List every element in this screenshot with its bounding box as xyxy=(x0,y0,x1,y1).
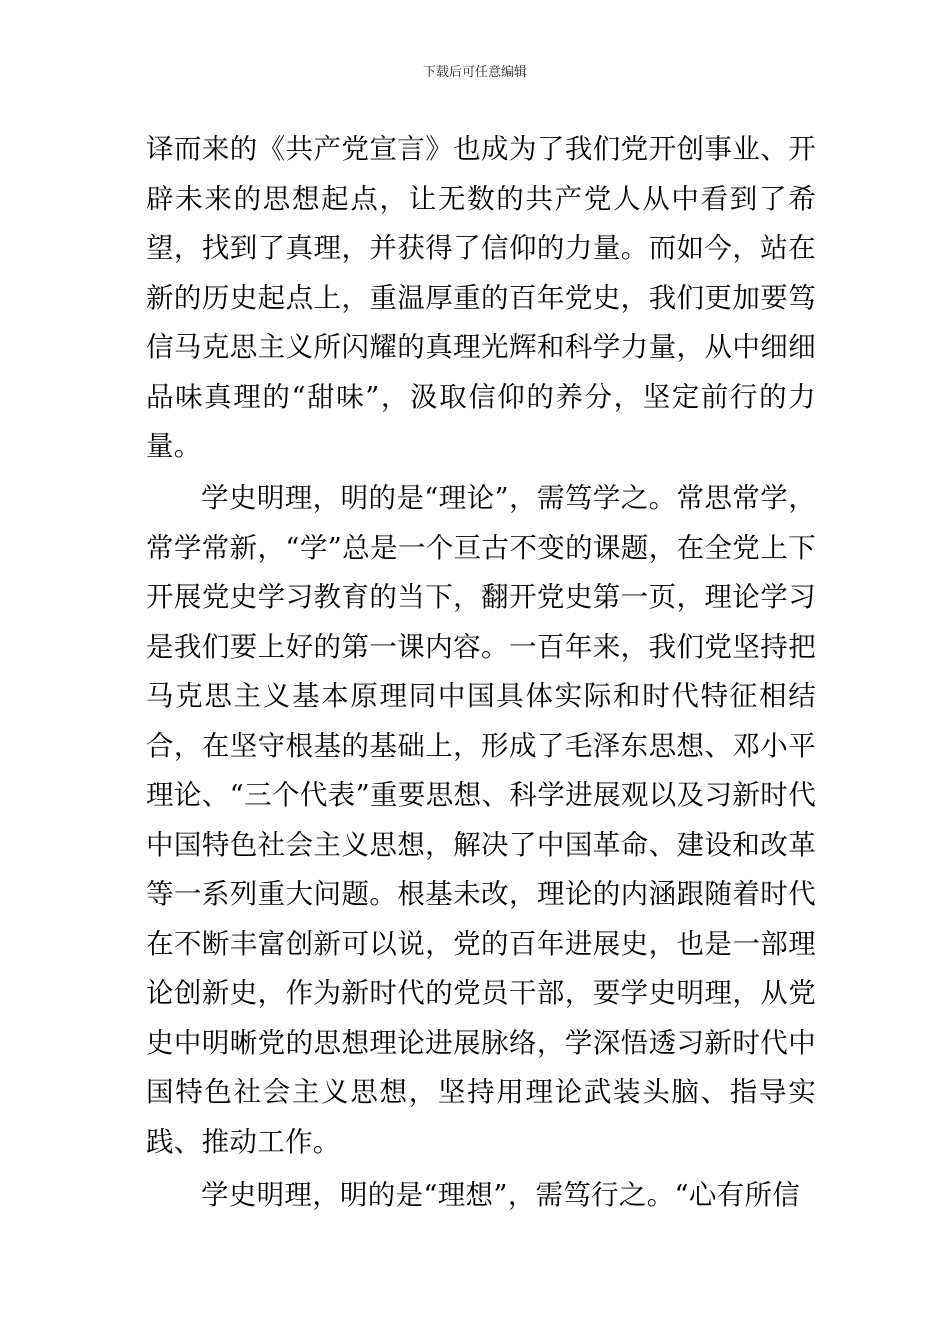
body-paragraph-1: 译而来的《共产党宣言》也成为了我们党开创事业、开辟未来的思想起点，让无数的共产党人从中看到了希望，找到了真理，并获得了信仰的力量。而如今，站在新的历史起点上，重温厚重的百年党史，我们更加要笃信马克思主义所闪耀的真理光辉和科学力量，从中细细品味真理的“甜味”，汲取信仰的养分，坚定前行的力量。 xyxy=(146,133,816,462)
page-header-note: 下载后可任意编辑 xyxy=(422,65,527,80)
body-paragraph-3: 学史明理，明的是“理想”，需笃行之。“心有所信 xyxy=(201,1179,801,1211)
body-paragraph-2: 学史明理，明的是“理论”，需笃学之。常思常学，常学常新，“学”总是一个亘古不变的课题，在全党上下开展党史学习教育的当下，翻开党史第一页，理论学习是我们要上好的第一课内容。一百年来，我们党坚持把马克思主义基本原理同中国具体实际和时代特征相结合，在坚守根基的基础上，形成了毛泽东思想、邓小平理论、“三个代表”重要思想、科学进展观以及习新时代中国特色社会主义思想，解决了中国革命、建设和改革等一系列重大问题。根基未改，理论的内涵跟随着时代在不断丰富创新可以说，党的百年进展史，也是一部理论创新史，作为新时代的党员干部，要学史明理，从党史中明晰党的思想理论进展脉络，学深悟透习新时代中国特色社会主义思想，坚持用理论武装头脑、指导实践、推动工作。 xyxy=(146,482,816,1158)
